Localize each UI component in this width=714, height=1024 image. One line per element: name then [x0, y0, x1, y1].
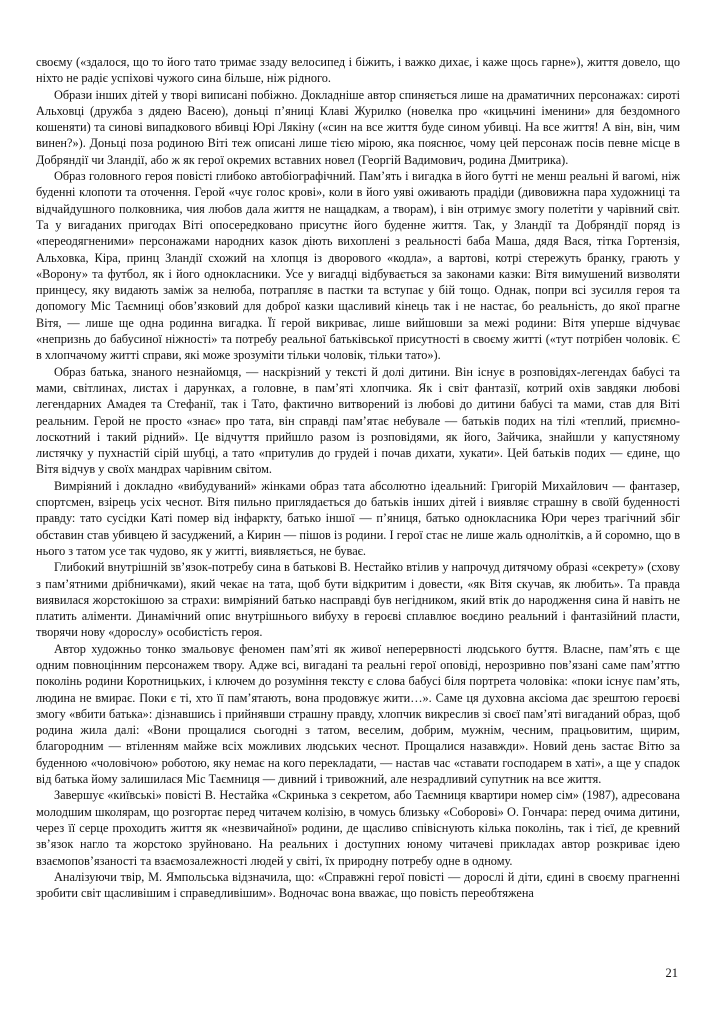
- paragraph-yampolska: Аналізуючи твір, М. Ямпольська відзначила, що: «Справжні герої повісті — дорослі й діти, єдині в своєму прагненні зробити світ щасливішим і справедливішим». Водночас вона вважає, що повість переобтяжена: [36, 869, 680, 901]
- paragraph-father-image: Образ батька, знаного незнайомця, — наскрізний у тексті й долі дитини. Він існує в розповідях-легендах бабусі та мами, світлинах, листах і дарунках, а головне, в пам’яті хлопчика. Як і світ фантазії, котрий охів завдяки любові легендарних Амадея та Стефанії, так і Тато, фактично витворений із любові до дитини бабусі та мами, став для Віті реальним. Герой не просто «знає» про тата, він справді пам’ятає небувале — батьків подих на тілі «теплий, приємно-лоскотний і такий рідний». Це відчуття прийшло разом із розповідями, як його, Зайчика, знайшли у капустяному листячку у пухнастій сірій шубці, а тато «притулив до грудей і почав дихати, хукати». Цей батьків подих — єдине, що Вітя відчув у своїх мандрах чарівним світом.: [36, 364, 680, 477]
- paragraph-main-hero: Образ головного героя повісті глибоко автобіографічний. Пам’ять і вигадка в його бутті не менш реальні й вагомі, ніж буденні клопоти та оточення. Герой «чує голос крові», коли в його уяві оживають прадіди (дивовижна пара художниці та відчайдушного полковника, чия любов дала життя не нащадкам, а творам), і він отримує змогу полетіти у чарівний світ. Та у вигаданих пригодах Віті опосередковано присутнє його буденне життя. Так, у Зландії та Добряндії поряд із «переодягненими» персонажами народних казок діють вихоплені з реальності баба Маша, дядя Вася, тітка Гортензія, Альховка, Кіра, принц Зландії схожий на хлопця із дворового «кодла», а вартові, котрі стережуть бранку, грають у «Ворону» та футбол, як і його однокласники. Усе у вигадці відбувається за законами казки: Вітя вимушений визволяти принцесу, яку видають заміж за нелюба, потрапляє в пастки та вступає у бій тощо. Однак, попри всі зусилля героя та допомогу Міс Таємниці обов’язковий для доброї казки щасливий кінець так і не настає, бо реальність, до якої прагне Вітя, — лише ще одна родинна вигадка. Її герой викриває, лише вийшовши за межі родини: Вітя уперше відчуває «непризнь до бабусиної ніжності» та потребу реальної батьківської присутності в своєму житті («тут потрібен чоловік. Є в хлопчачому житті справи, які може зрозуміти тільки чоловік, тільки тато»).: [36, 169, 680, 363]
- body-text: [36, 54, 680, 901]
- paragraph-secret: Глибокий внутрішній зв’язок-потребу сина в батькові В. Нестайко втілив у напрочуд дитячому образі «секрету» (схову з пам’ятними дрібничками), який чекає на тата, щоб бути відкритим і довести, «як Вітя скучав, як любить». Та правда виявилася жорстокішою за страхи: вимріяний батько насправді був негідником, який втік до народження сина й навіть не платить аліменти. Динамічний опис внутрішнього вибуху в героєві сплавлює воєдино реальний і фантазійний пласти, творячи нову «дорослу» особистість героя.: [36, 560, 680, 640]
- paragraph-continuation: своєму («здалося, що то його тато тримає ззаду велосипед і біжить, і важко дихає, і каже щось гарне»), життя довело, що ніхто не радіє успіхові чужого сина більше, ніж рідного.: [36, 55, 680, 86]
- page-number: 21: [665, 966, 678, 980]
- paragraph-kyiv-stories: Завершує «київські» повісті В. Нестайка «Скринька з секретом, або Таємниця квартири номер сім» (1987), адресована молодшим школярам, що розгортає перед читачем колізію, в чомусь близьку «Соборові» О. Гончара: перед очима дитини, через її серце проходить життя як «незвичайної» родини, де щасливо співіснують кілька поколінь, так і тієї, де кревний зв’язок нагло та жорстоко зруйновано. На реальних і доступних юному читачеві прикладах автор розкриває ідею взаємопов’язаності та взаємозалежності людей у світі, їх природну потребу одне в одному.: [36, 788, 680, 868]
- paragraph-ideal-father: Вимріяний і докладно «вибудуваний» жінками образ тата абсолютно ідеальний: Григорій Михайлович — фантазер, спортсмен, взірець усіх чеснот. Вітя пильно приглядається до батьків інших дітей і виявляє страшну в своїй буденності правду: тато сусідки Каті помер від інфаркту, батько іншої — п’яниця, батько однокласника Юри через трагічний збіг обставин став убивцею й засуджений, а Кирин — пішов із родини. І герої стає не лише жаль однолітків, а й соромно, що в нього з татом усе так чудово, як у житті, виявляється, не буває.: [36, 478, 680, 558]
- paragraph-other-children: Образи інших дітей у творі виписані побіжно. Докладніше автор спиняється лише на драматичних персонажах: сироті Альховці (дружба з дядею Васею), доньці п’яниці Клаві Журилко (новелка про «кицьчині іменини» для бездомного кошеняти) та синові випадкового вбивці Юрі Лякіну («син на все життя буде сином убивці. На все життя! А він, він, чим винен?»). Доньці поза родиною Віті теж описані лише тією мірою, яка пояснює, чому цей персонаж посів певне місце в Добряндії чи Зландії, або ж як герої окремих вставних новел (Георгій Вадимович, родина Дмитрика).: [36, 87, 680, 167]
- paragraph-memory: Автор художньо тонко змальовує феномен пам’яті як живої неперервності людського буття. Власне, пам’ять є ще одним повноцінним персонажем твору. Адже всі, вигадані та реальні герої оповіді, нерозривно пов’язані саме пам’яттю поколінь родини Коротницьких, і ключем до розуміння тексту є слова бабусі біля портрета чоловіка: «поки існує пам’ять, людина не вмирає. Поки є ті, хто її пам’ятають, вона продовжує жити…». Саме ця духовна аксіома дає зрештою героєві змогу «вбити батька»: дізнавшись і прийнявши страшну правду, хлопчик викреслив зі своєї пам’яті вигаданий образ, щоб родина жила далі: «Вони прощалися сьогодні з татом, веселим, добрим, мужнім, чесним, працьовитим, щирим, благородним — втіленням майже всіх можливих людських чеснот. Прощалися назавжди». Новий день застає Вітю за буденною «чоловічою» роботою, яку немає на кого перекладати, — настав час «ставати господарем в хаті», а ще у спадок від батька йому залишилася Міс Таємниця — дивний і тривожний, але незрадливий супутник на все життя.: [36, 641, 680, 787]
